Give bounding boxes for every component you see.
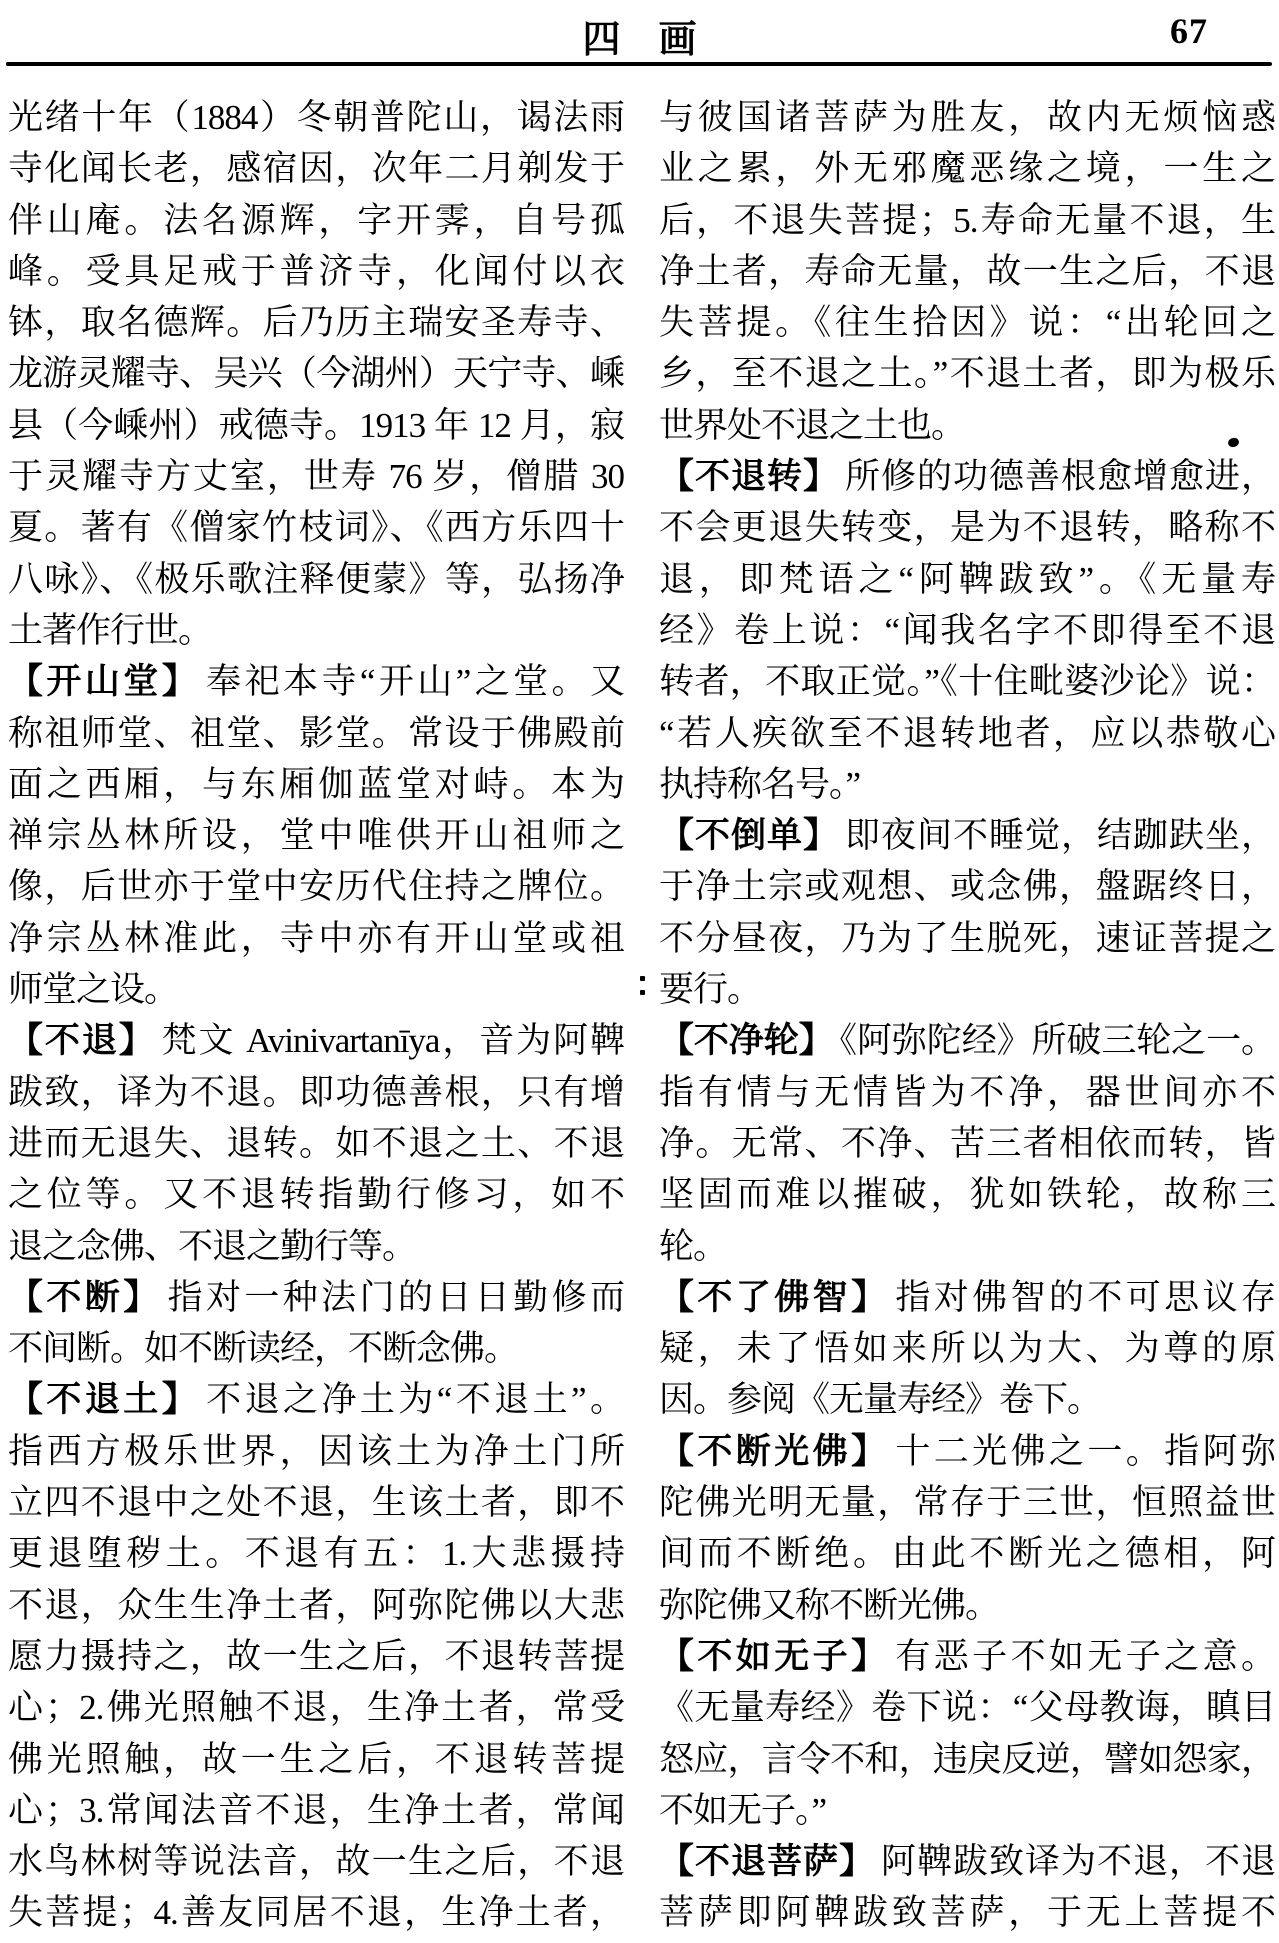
text-line bbox=[8, 1272, 624, 1323]
page-number: 67 bbox=[1170, 11, 1208, 51]
line-text: 奉祀本寺“开山”之堂。又 bbox=[206, 662, 624, 702]
line-text: 夏。著有《僧家竹枝词》、《西方乐四十 bbox=[8, 508, 624, 548]
line-text: 峰。受具足戒于普济寺，化闻付以衣 bbox=[8, 251, 624, 291]
line-text: 指西方极乐世界，因该土为净土门所 bbox=[8, 1431, 624, 1471]
text-line bbox=[659, 1836, 1275, 1887]
line-text: 怒应，言令不和，违戾反逆，譬如怨家， bbox=[659, 1739, 1275, 1779]
line-text: 《无量寿经》卷下说：“父母教诲，瞋目 bbox=[659, 1688, 1275, 1728]
text-line bbox=[8, 1887, 624, 1938]
line-text: 陀佛光明无量，常存于三世，恒照益世 bbox=[659, 1483, 1275, 1523]
text-line bbox=[659, 348, 1275, 399]
line-text: 心；2.佛光照触不退，生净土者，常受 bbox=[8, 1688, 624, 1728]
text-line bbox=[8, 708, 624, 759]
text-line bbox=[659, 195, 1275, 246]
text-line bbox=[8, 1528, 624, 1579]
text-line bbox=[659, 143, 1275, 194]
header-rule bbox=[6, 62, 1272, 66]
line-text: 坚固而难以摧破，犹如铁轮，故称三 bbox=[659, 1175, 1275, 1215]
line-text: 退，即梵语之“阿鞞跋致”。《无量寿 bbox=[659, 559, 1275, 599]
line-text: 因。参阅《无量寿经》卷下。 bbox=[659, 1380, 1102, 1420]
text-line bbox=[8, 1323, 624, 1374]
text-line bbox=[659, 554, 1275, 605]
text-line bbox=[8, 964, 624, 1015]
text-line bbox=[659, 708, 1275, 759]
text-line bbox=[659, 1477, 1275, 1528]
line-text: 轮。 bbox=[659, 1226, 728, 1266]
line-text: 转者，不取正觉。”《十住毗婆沙论》说： bbox=[659, 662, 1275, 702]
line-text: “若人疾欲至不退转地者，应以恭敬心 bbox=[659, 713, 1275, 753]
line-text: 净土者，寿命无量，故一生之后，不退 bbox=[659, 251, 1275, 291]
line-text: 不退，众生生净土者，阿弥陀佛以大悲 bbox=[8, 1585, 624, 1625]
headword: 【不退土】 bbox=[8, 1380, 201, 1420]
line-text: 立四不退中之处不退，生该土者，即不 bbox=[8, 1483, 624, 1523]
text-line bbox=[659, 1734, 1275, 1785]
text-line bbox=[659, 1785, 1275, 1836]
line-text: 愿力摄持之，故一生之后，不退转菩提 bbox=[8, 1636, 624, 1676]
line-text: 更退堕秽土。不退有五：1.大悲摄持 bbox=[8, 1534, 624, 1574]
text-line bbox=[659, 964, 1275, 1015]
line-text: 退之念佛、不退之勤行等。 bbox=[8, 1226, 417, 1266]
headword: 【不退】 bbox=[8, 1021, 156, 1061]
line-text: 进而无退失、退转。如不退之土、不退 bbox=[8, 1123, 624, 1163]
line-text: 土著作行世。 bbox=[8, 610, 213, 650]
text-line bbox=[659, 913, 1275, 964]
text-line bbox=[659, 92, 1275, 143]
text-line bbox=[8, 656, 624, 707]
text-line bbox=[8, 400, 624, 451]
text-line bbox=[8, 1015, 624, 1066]
line-text: 失菩提。《往生拾因》说：“出轮回之 bbox=[659, 303, 1275, 343]
line-text: 即夜间不睡觉，结跏趺坐， bbox=[845, 816, 1275, 856]
text-line bbox=[8, 759, 624, 810]
text-line bbox=[8, 1426, 624, 1477]
line-text: 净。无常、不净、苦三者相依而转，皆 bbox=[659, 1123, 1275, 1163]
text-line bbox=[8, 554, 624, 605]
line-text: 执持称名号。” bbox=[659, 764, 861, 804]
text-line bbox=[659, 502, 1275, 553]
headword: 【不断光佛】 bbox=[659, 1431, 890, 1471]
line-text: 乡，至不退之土。”不退土者，即为极乐 bbox=[659, 354, 1275, 394]
line-text: 菩萨即阿鞞跋致菩萨，于无上菩提不 bbox=[659, 1893, 1275, 1933]
text-line bbox=[659, 1221, 1275, 1272]
line-text: 佛光照触，故一生之后，不退转菩提 bbox=[8, 1739, 624, 1779]
text-line bbox=[659, 1272, 1275, 1323]
line-text: 水鸟林树等说法音，故一生之后，不退 bbox=[8, 1842, 624, 1882]
text-line bbox=[659, 1631, 1275, 1682]
line-text: 之位等。又不退转指勤行修习，如不 bbox=[8, 1175, 624, 1215]
text-line bbox=[8, 810, 624, 861]
line-text: 不如无子。” bbox=[659, 1790, 827, 1830]
left-column bbox=[8, 92, 624, 1939]
right-column bbox=[659, 92, 1275, 1939]
ink-speck bbox=[640, 976, 645, 981]
text-line bbox=[8, 1682, 624, 1733]
line-text: 疑，未了悟如来所以为大、为尊的原 bbox=[659, 1329, 1275, 1369]
text-line bbox=[8, 195, 624, 246]
line-text: 指有情与无情皆为不净，器世间亦不 bbox=[659, 1072, 1275, 1112]
line-text: 间而不断绝。由此不断光之德相，阿 bbox=[659, 1534, 1275, 1574]
line-text: 不会更退失转变，是为不退转，略称不 bbox=[659, 508, 1275, 548]
line-text: 《阿弥陀经》所破三轮之一。 bbox=[839, 1021, 1275, 1061]
line-text: 失菩提；4.善友同居不退，生净土者， bbox=[8, 1893, 624, 1933]
text-line bbox=[659, 1426, 1275, 1477]
text-line bbox=[8, 1118, 624, 1169]
line-text: 梵文 Avinivartanīya，音为阿鞞 bbox=[161, 1021, 624, 1061]
headword: 【开山堂】 bbox=[8, 662, 201, 702]
line-text: 师堂之设。 bbox=[8, 970, 179, 1010]
line-text: 经》卷上说：“闻我名字不即得至不退 bbox=[659, 610, 1275, 650]
line-text: 阿鞞跋致译为不退，不退 bbox=[881, 1842, 1275, 1882]
line-text: 指对佛智的不可思议存 bbox=[895, 1277, 1275, 1317]
text-line bbox=[8, 348, 624, 399]
headword: 【不断】 bbox=[8, 1277, 162, 1317]
line-text: 称祖师堂、祖堂、影堂。常设于佛殿前 bbox=[8, 713, 624, 753]
line-text: 指对一种法门的日日勤修而 bbox=[167, 1277, 624, 1317]
line-text: 净宗丛林准此，寺中亦有开山堂或祖 bbox=[8, 918, 624, 958]
line-text: 面之西厢，与东厢伽蓝堂对峙。本为 bbox=[8, 764, 624, 804]
line-text: 心；3.常闻法音不退，生净土者，常闻 bbox=[8, 1790, 624, 1830]
line-text: 伴山庵。法名源辉，字开霁，自号孤 bbox=[8, 200, 624, 240]
line-text: 不间断。如不断读经，不断念佛。 bbox=[8, 1329, 519, 1369]
text-line bbox=[8, 1836, 624, 1887]
text-line bbox=[659, 1118, 1275, 1169]
text-line bbox=[8, 92, 624, 143]
line-text: 与彼国诸菩萨为胜友，故内无烦恼惑 bbox=[659, 98, 1275, 137]
text-line bbox=[659, 400, 1275, 451]
text-line bbox=[659, 246, 1275, 297]
headword: 【不净轮】 bbox=[659, 1021, 834, 1061]
text-line bbox=[8, 451, 624, 502]
text-line bbox=[8, 913, 624, 964]
line-text: 寺化闻长老，感宿因，次年二月剃发于 bbox=[8, 149, 624, 189]
text-line bbox=[659, 1528, 1275, 1579]
text-line bbox=[659, 1067, 1275, 1118]
text-line bbox=[659, 810, 1275, 861]
line-text: 十二光佛之一。指阿弥 bbox=[895, 1431, 1275, 1471]
line-text: 业之累，外无邪魔恶缘之境，一生之 bbox=[659, 149, 1275, 189]
text-line bbox=[659, 1887, 1275, 1938]
text-line bbox=[8, 861, 624, 912]
line-text: 有恶子不如无子之意。 bbox=[895, 1636, 1275, 1676]
text-line bbox=[659, 451, 1275, 502]
text-line bbox=[659, 1580, 1275, 1631]
text-line bbox=[659, 656, 1275, 707]
line-text: 八咏》、《极乐歌注释便蒙》等，弘扬净 bbox=[8, 559, 624, 599]
text-line bbox=[8, 1221, 624, 1272]
line-text: 禅宗丛林所设，堂中唯供开山祖师之 bbox=[8, 816, 624, 856]
text-line bbox=[659, 1323, 1275, 1374]
text-line bbox=[8, 1374, 624, 1425]
line-text: 于净土宗或观想、或念佛，盤踞终日， bbox=[659, 867, 1275, 907]
text-line bbox=[659, 1374, 1275, 1425]
headword: 【不退菩萨】 bbox=[659, 1842, 875, 1882]
line-text: 县（今嵊州）戒德寺。1913 年 12 月，寂 bbox=[8, 405, 624, 445]
text-line bbox=[659, 297, 1275, 348]
line-text: 不退之净土为“不退土”。 bbox=[206, 1380, 624, 1420]
text-line bbox=[8, 1477, 624, 1528]
text-line bbox=[8, 246, 624, 297]
line-text: 所修的功德善根愈增愈进， bbox=[845, 457, 1275, 497]
text-line bbox=[8, 1734, 624, 1785]
text-line bbox=[8, 1169, 624, 1220]
line-text: 不分昼夜，乃为了生脱死，速证菩提之 bbox=[659, 918, 1275, 958]
text-line bbox=[659, 861, 1275, 912]
text-line bbox=[659, 1015, 1275, 1066]
line-text: 世界处不退之土也。 bbox=[659, 405, 966, 445]
line-text: 要行。 bbox=[659, 970, 762, 1010]
text-line bbox=[8, 297, 624, 348]
headword: 【不退转】 bbox=[659, 457, 839, 497]
section-title: 四 画 bbox=[582, 19, 697, 61]
text-line bbox=[659, 1682, 1275, 1733]
text-line bbox=[8, 1580, 624, 1631]
line-text: 像，后世亦于堂中安历代住持之牌位。 bbox=[8, 867, 624, 907]
line-text: 于灵耀寺方丈室，世寿 76 岁，僧腊 30 bbox=[8, 457, 624, 497]
line-text: 钵，取名德辉。后乃历主瑞安圣寿寺、 bbox=[8, 303, 624, 343]
text-line bbox=[659, 759, 1275, 810]
text-line bbox=[659, 1169, 1275, 1220]
line-text: 龙游灵耀寺、吴兴（今湖州）天宁寺、嵊 bbox=[8, 354, 624, 394]
text-line bbox=[659, 605, 1275, 656]
line-text: 光绪十年（1884）冬朝普陀山，谒法雨 bbox=[8, 98, 624, 137]
text-line bbox=[8, 1631, 624, 1682]
text-line bbox=[8, 1785, 624, 1836]
line-text: 后，不退失菩提；5.寿命无量不退，生 bbox=[659, 200, 1275, 240]
line-text: 跋致，译为不退。即功德善根，只有增 bbox=[8, 1072, 624, 1112]
headword: 【不如无子】 bbox=[659, 1636, 890, 1676]
text-line bbox=[8, 605, 624, 656]
text-line bbox=[8, 143, 624, 194]
headword: 【不了佛智】 bbox=[659, 1277, 890, 1317]
text-line bbox=[8, 1067, 624, 1118]
line-text: 弥陀佛又称不断光佛。 bbox=[659, 1585, 1000, 1625]
headword: 【不倒单】 bbox=[659, 816, 839, 856]
text-line bbox=[8, 502, 624, 553]
